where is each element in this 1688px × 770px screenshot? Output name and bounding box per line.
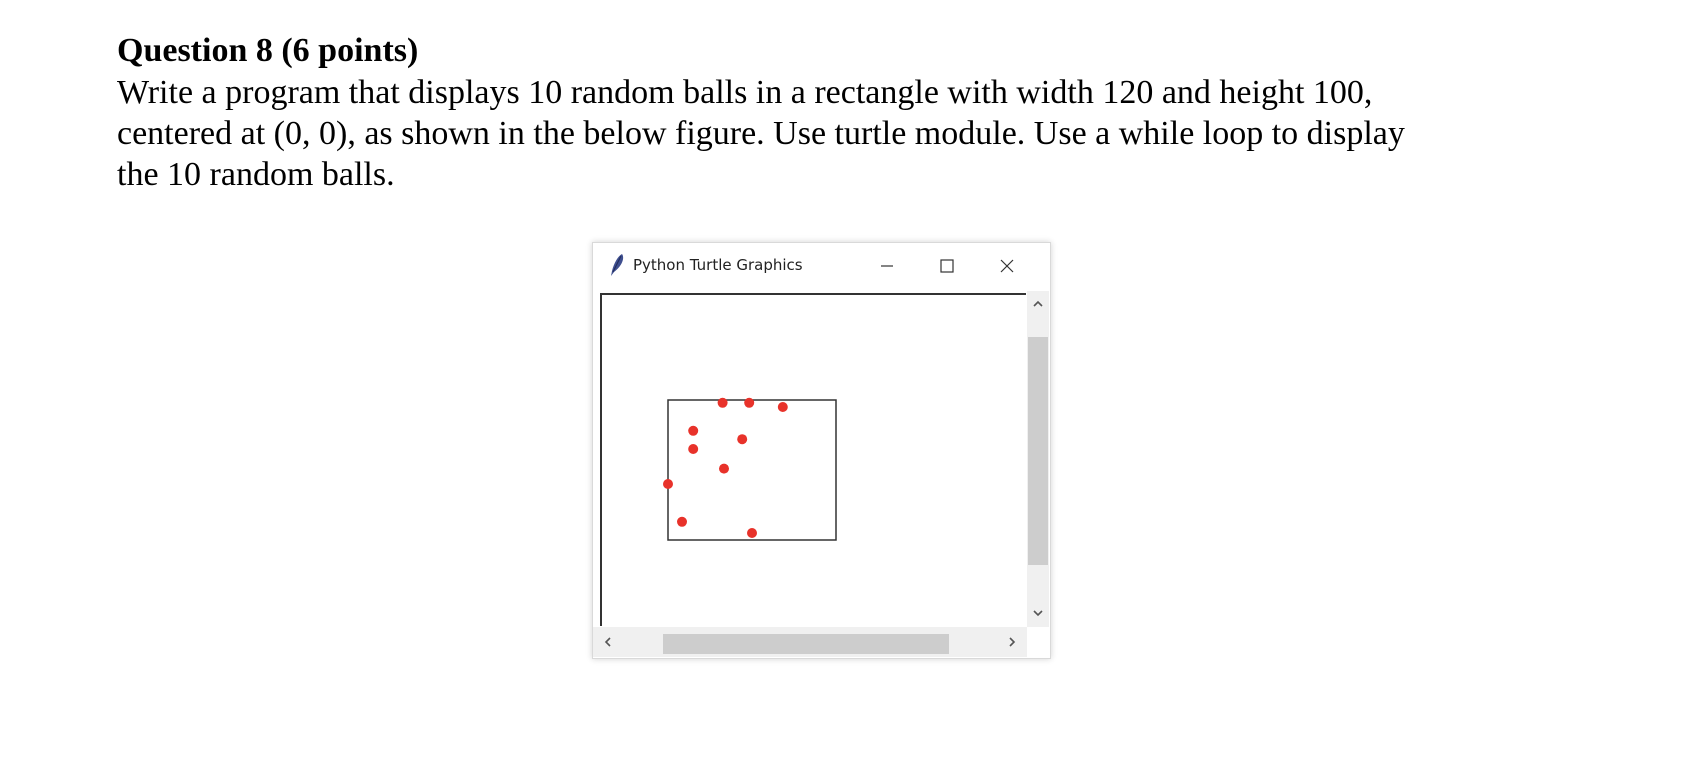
horizontal-scrollbar[interactable] xyxy=(593,627,1027,657)
scroll-right-icon[interactable] xyxy=(1005,635,1019,649)
ball xyxy=(747,528,757,538)
vertical-scroll-thumb[interactable] xyxy=(1028,337,1048,565)
ball xyxy=(718,398,728,408)
question-line: Write a program that displays 10 random balls in a rectangle with width 120 and height 100, xyxy=(117,74,1373,111)
ball xyxy=(778,402,788,412)
ball xyxy=(744,398,754,408)
window-titlebar[interactable] xyxy=(593,243,1050,289)
ball xyxy=(737,434,747,444)
question-line: the 10 random balls. xyxy=(117,156,395,193)
scroll-down-icon[interactable] xyxy=(1031,606,1045,620)
question-block xyxy=(117,30,1557,195)
turtle-window xyxy=(592,242,1051,659)
question-title: Question 8 (6 points) xyxy=(117,32,419,69)
ball xyxy=(663,479,673,489)
feather-icon xyxy=(608,252,626,278)
scroll-up-icon[interactable] xyxy=(1031,297,1045,311)
horizontal-scroll-thumb[interactable] xyxy=(663,634,949,654)
close-icon[interactable] xyxy=(987,249,1027,283)
ball xyxy=(677,517,687,527)
window-title: Python Turtle Graphics xyxy=(633,256,803,274)
question-text xyxy=(117,72,1557,195)
ball xyxy=(688,444,698,454)
maximize-icon[interactable] xyxy=(927,249,967,283)
scroll-left-icon[interactable] xyxy=(601,635,615,649)
minimize-icon[interactable] xyxy=(867,249,907,283)
ball xyxy=(688,426,698,436)
canvas-drawing xyxy=(602,295,1026,626)
question-line: centered at (0, 0), as shown in the below figure. Use turtle module. Use a while loop to display xyxy=(117,115,1405,152)
vertical-scrollbar[interactable] xyxy=(1027,291,1049,627)
turtle-canvas xyxy=(600,293,1026,626)
rectangle xyxy=(668,400,836,540)
ball xyxy=(719,464,729,474)
